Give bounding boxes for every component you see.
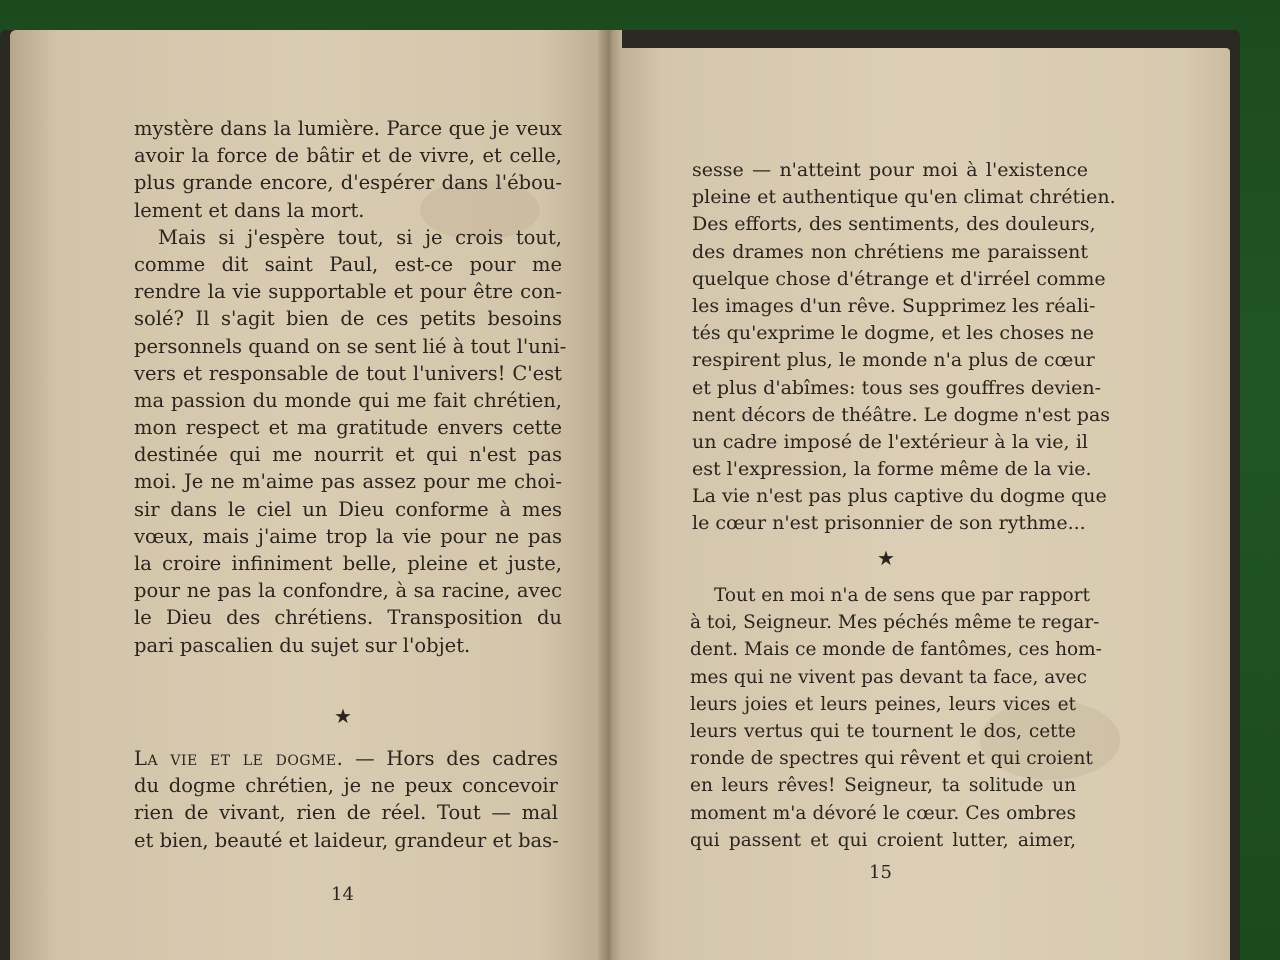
text-line: lement et dans la mort. [134,198,365,222]
text-line: la croire infiniment belle, pleine et juste, [134,552,562,575]
right-page-text-top [692,157,1116,538]
text-line: à toi, Seigneur. Mes péchés même te regar- [690,612,1100,634]
left-page-text [134,115,567,659]
text-line: dent. Mais ce monde de fantômes, ces hom- [690,639,1102,661]
section-separator-star: ★ [877,546,895,570]
text-line: des drames non chrétiens me paraissent [692,240,1088,263]
section-heading: La vie et le dogme. [134,747,344,770]
text-line: avoir la force de bâtir et de vivre, et celle, [134,144,562,168]
text-line: qui passent et qui croient lutter, aimer, [690,829,1076,851]
text-line: un cadre imposé de l'extérieur à la vie, il [692,430,1088,453]
text-line: Des efforts, des sentiments, des douleurs, [692,213,1096,236]
text-line: comme dit saint Paul, est-ce pour me [134,252,562,276]
section-line-3: et bien, beauté et laideur, grandeur et bas- [134,828,559,852]
text-line: tés qu'exprime le dogme, et les choses ne [692,322,1094,345]
text-line: La vie n'est pas plus captive du dogme que [692,485,1107,508]
text-line: moi. Je ne m'aime pas assez pour me choi- [134,470,562,494]
section-line-1: du dogme chrétien, je ne peux concevoir [134,774,558,798]
text-line: mon respect et ma gratitude envers cette [134,416,562,440]
text-line: le Dieu des chrétiens. Transposition du [134,606,562,630]
section-line-2: rien de vivant, rien de réel. Tout — mal [134,801,558,825]
text-line: sir dans le ciel un Dieu conforme à mes [134,497,562,521]
text-line: ma passion du monde qui me fait chrétien, [134,388,562,412]
text-line: destinée qui me nourrit et qui n'est pas [134,443,562,467]
text-line: sesse — n'atteint pour moi à l'existence [692,159,1088,181]
right-page-text-bottom [690,583,1102,855]
text-line: et plus d'abîmes: tous ses gouffres devien- [692,376,1102,399]
text-line: plus grande encore, d'espérer dans l'ébou- [134,171,562,195]
text-line: leurs vertus qui te tournent le dos, cette [690,720,1076,742]
section-separator-star: ★ [334,704,352,728]
text-line: les images d'un rêve. Supprimez les réali- [692,294,1096,317]
text-line: rendre la vie supportable et pour être con- [134,280,562,304]
text-line: ronde de spectres qui rêvent et qui croient [690,748,1093,770]
text-line: Tout en moi n'a de sens que par rapport [714,585,1090,606]
page-number-right: 15 [869,862,892,883]
text-line: nent décors de théâtre. Le dogme n'est pas [692,403,1111,426]
text-line: Mais si j'espère tout, si je crois tout, [158,225,562,249]
text-line: moment m'a dévoré le cœur. Ces ombres [690,802,1076,824]
section-la-vie-et-le-dogme [134,745,558,854]
book-gutter [598,30,622,960]
section-first-line [134,745,558,772]
text-line: vers et responsable de tout l'univers! C'est [134,361,562,385]
text-line: mes qui ne vivent pas devant ta face, avec [690,666,1087,688]
text-line: respirent plus, le monde n'a plus de cœur [692,349,1095,372]
text-line: le cœur n'est prisonnier de son rythme... [692,512,1086,535]
text-line: pari pascalien du sujet sur l'objet. [134,633,471,657]
text-line: vœux, mais j'aime trop la vie pour ne pas [134,524,562,548]
text-line: est l'expression, la forme même de la vie. [692,458,1092,481]
text-line: pour ne pas la confondre, à sa racine, avec [134,579,562,603]
text-line: quelque chose d'étrange et d'irréel comme [692,267,1106,290]
text-line: personnels quand on se sent lié à tout l'uni- [134,334,567,358]
text-line: mystère dans la lumière. Parce que je veux [134,117,562,140]
text-line: pleine et authentique qu'en climat chrétien. [692,186,1116,209]
text-line: en leurs rêves! Seigneur, ta solitude un [690,775,1076,797]
text-line: solé? Il s'agit bien de ces petits besoins [134,307,562,331]
text-line: leurs joies et leurs peines, leurs vices et [690,693,1076,715]
section-line-0: — Hors des cadres [343,747,558,770]
page-number-left: 14 [331,884,354,905]
